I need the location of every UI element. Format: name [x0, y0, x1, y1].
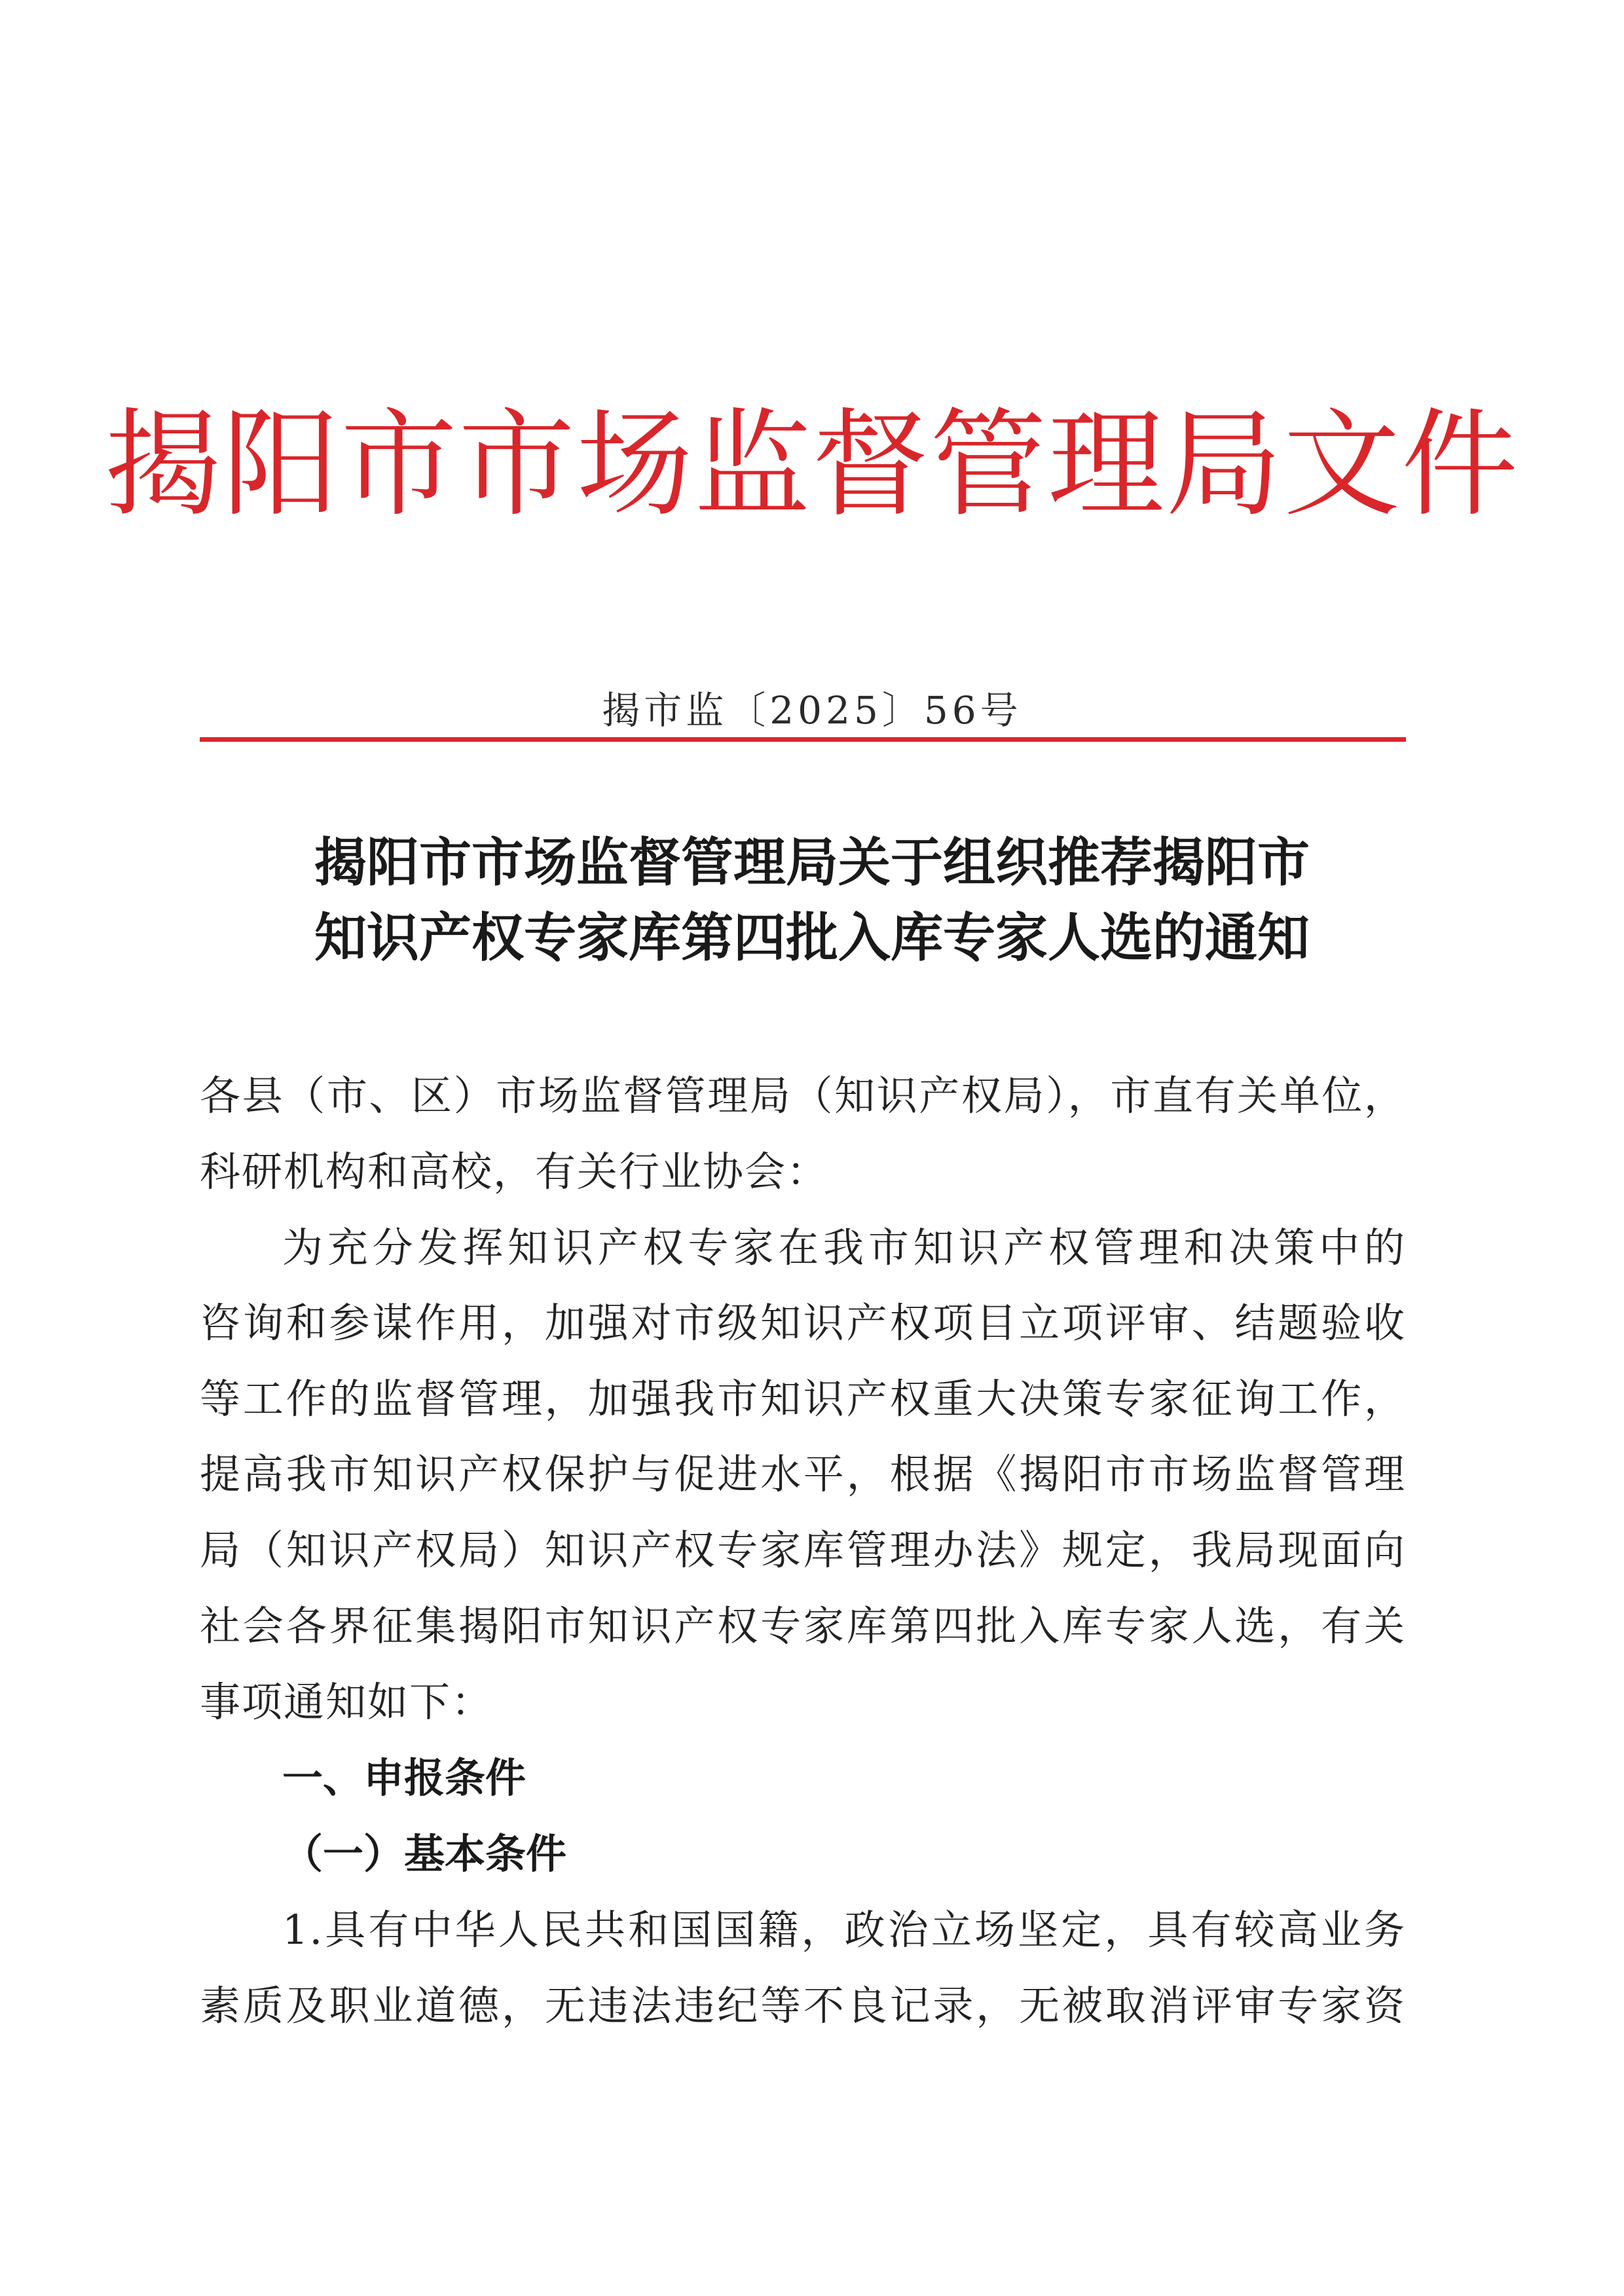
section-heading-application-conditions: 一、申报条件: [282, 1754, 526, 1802]
red-divider-line: [200, 737, 1406, 742]
notice-title-line-1: 揭阳市市场监督管理局关于组织推荐揭阳市: [314, 832, 1310, 893]
notice-title-line-2: 知识产权专家库第四批入库专家人选的通知: [314, 907, 1310, 968]
addressee-line-2: 科研机构和高校，有关行业协会：: [200, 1148, 829, 1195]
document-number: 揭市监〔2025〕56号: [602, 688, 1022, 733]
intro-line-3: 等工作的监督管理，加强我市知识产权重大决策专家征询工作，: [200, 1375, 1406, 1423]
intro-line-1: 为充分发挥知识产权专家在我市知识产权管理和决策中的: [282, 1224, 1406, 1271]
subsection-heading-basic-conditions: （一）基本条件: [282, 1830, 567, 1878]
intro-line-4: 提高我市知识产权保护与促进水平，根据《揭阳市市场监督管理: [200, 1450, 1406, 1498]
notice-title: [0, 825, 1624, 975]
intro-line-2: 咨询和参谋作用，加强对市级知识产权项目立项评审、结题验收: [200, 1299, 1406, 1347]
intro-line-5: 局（知识产权局）知识产权专家库管理办法》规定，我局现面向: [200, 1526, 1406, 1574]
intro-line-6: 社会各界征集揭阳市知识产权专家库第四批入库专家人选，有关: [200, 1602, 1406, 1650]
item-1-line-1: 1.具有中华人民共和国国籍，政治立场坚定，具有较高业务: [282, 1906, 1406, 1954]
document-header-title: 揭阳市市场监督管理局文件: [105, 397, 1519, 532]
item-1-line-2: 素质及职业道德，无违法违纪等不良记录，无被取消评审专家资: [200, 1982, 1406, 2030]
addressee-line-1: 各县（市、区）市场监督管理局（知识产权局），市直有关单位，: [200, 1072, 1406, 1120]
intro-line-7: 事项通知如下：: [200, 1678, 494, 1726]
